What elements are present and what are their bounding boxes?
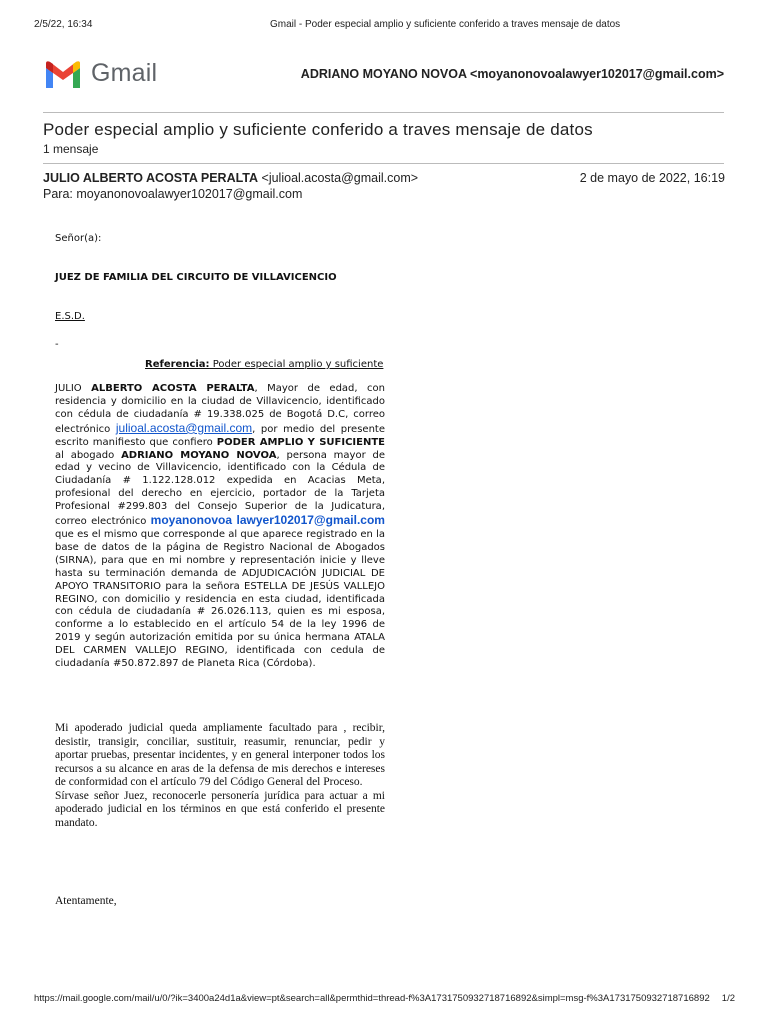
poder-paragraph: [55, 383, 385, 671]
sender-name: JULIO ALBERTO ACOSTA PERALTA: [43, 171, 259, 185]
p1-text-c: , por medio del presente escrito manifiesto que confiero: [55, 423, 385, 448]
gmail-m-icon: [43, 60, 83, 90]
gmail-wordmark: Gmail: [91, 59, 158, 87]
p1-text-f: que es el mismo que corresponde al que aparece registrado en la base de datos de la página de Registro Nacional de Abogados (SIRNA), para que en mi nombre y representación inicie y lleve hasta su terminación demanda de ADJUDICACIÓN JUDICIAL DE APOYO TRANSITORIO para la señora ESTELLA DE JESÚS VALLEJO REGINO, con domicilio y residencia en esta ciudad, identificada con cédula de ciudadanía # 26.026.113, quien es mi esposa, conforme a lo establecido en el artículo 54 de la ley 1996 de 2019 y según autorización emitida por su única hermana ATALA DEL CARMEN VALLEJO REGINO, identificada con cedula de ciudadanía #50.872.897 de Planeta Rica (Córdoba).: [55, 528, 385, 670]
p1-text-b: , Mayor de edad, con residencia y domicilio en la ciudad de Villavicencio, identificado con cédula de ciudadanía # 19.338.025 de Bogotá D.C, correo electrónico: [55, 383, 385, 435]
reference-text: Poder especial amplio y suficiente: [209, 359, 384, 370]
personeria-text: Sírvase señor Juez, reconocerle personería jurídica para actuar a mi apoderado judicial en los términos en que está conferido el presente mandato.: [55, 789, 385, 829]
abogado-email-link[interactable]: moyanonovoa lawyer102017@gmail.com: [150, 513, 385, 528]
gmail-logo[interactable]: [43, 58, 163, 92]
closing: Atentamente,: [55, 895, 117, 907]
reference-line: [145, 359, 383, 370]
message-date: 2 de mayo de 2022, 16:19: [579, 171, 725, 185]
p1-text-a: JULIO: [55, 383, 92, 394]
subject-divider: [43, 163, 724, 164]
sender-line: [43, 171, 418, 185]
thread-subject: Poder especial amplio y suficiente conferido a traves mensaje de datos: [43, 120, 593, 139]
print-page-number: 1/2: [721, 993, 735, 1004]
message-count: 1 mensaje: [43, 142, 99, 156]
salutation: Señor(a):: [55, 233, 102, 244]
esd-line: E.S.D.: [55, 311, 85, 322]
print-page-title: Gmail - Poder especial amplio y suficiente conferido a traves mensaje de datos: [270, 19, 621, 30]
p1-text-d: al abogado: [55, 449, 122, 461]
print-datetime: 2/5/22, 16:34: [34, 19, 93, 30]
reference-label: Referencia:: [145, 359, 210, 370]
poderdante-email-link[interactable]: julioal.acosta@gmail.com: [115, 420, 253, 435]
print-url: https://mail.google.com/mail/u/0/?ik=3400a24d1a&view=pt&search=all&permthid=thread-f%3A1731750932718716892&simpl=msg-f%3A1731750932718716892: [34, 993, 710, 1004]
addressee: JUEZ DE FAMILIA DEL CIRCUITO DE VILLAVICENCIO: [55, 272, 337, 283]
p1-text-e: , persona mayor de edad y vecino de Villavicencio, identificado con la Cédula de Ciudadanía # 1.122.128.012 expedida en Acacias Meta, profesional del derecho en ejercicio, portador de la Tarjeta Profesional #299.803 del Consejo Superior de la Judicatura, correo electrónico: [55, 449, 385, 528]
p1-poder-type: PODER AMPLIO Y SUFICIENTE: [216, 436, 385, 448]
recipient-line: Para: moyanonovoalawyer102017@gmail.com: [43, 187, 303, 201]
sender-email[interactable]: <julioal.acosta@gmail.com>: [261, 171, 419, 185]
header-divider: [43, 112, 724, 113]
dash-line: -: [55, 339, 59, 350]
p1-poderdante-name: ALBERTO ACOSTA PERALTA: [91, 383, 255, 394]
p1-abogado-name: ADRIANO MOYANO NOVOA: [121, 449, 277, 461]
facultades-paragraph: [55, 722, 385, 830]
facultades-text: Mi apoderado judicial queda ampliamente facultado para , recibir, desistir, transigir, conciliar, sustituir, reasumir, renunciar, pedir y aportar pruebas, presentar incidentes, y en general interponer todos los recursos a su alcance en aras de la defensa de mis derechos e intereses de conformidad con el artículo 79 del Código General del Proceso.: [55, 722, 385, 788]
account-label: ADRIANO MOYANO NOVOA <moyanonovoalawyer102017@gmail.com>: [300, 67, 724, 81]
